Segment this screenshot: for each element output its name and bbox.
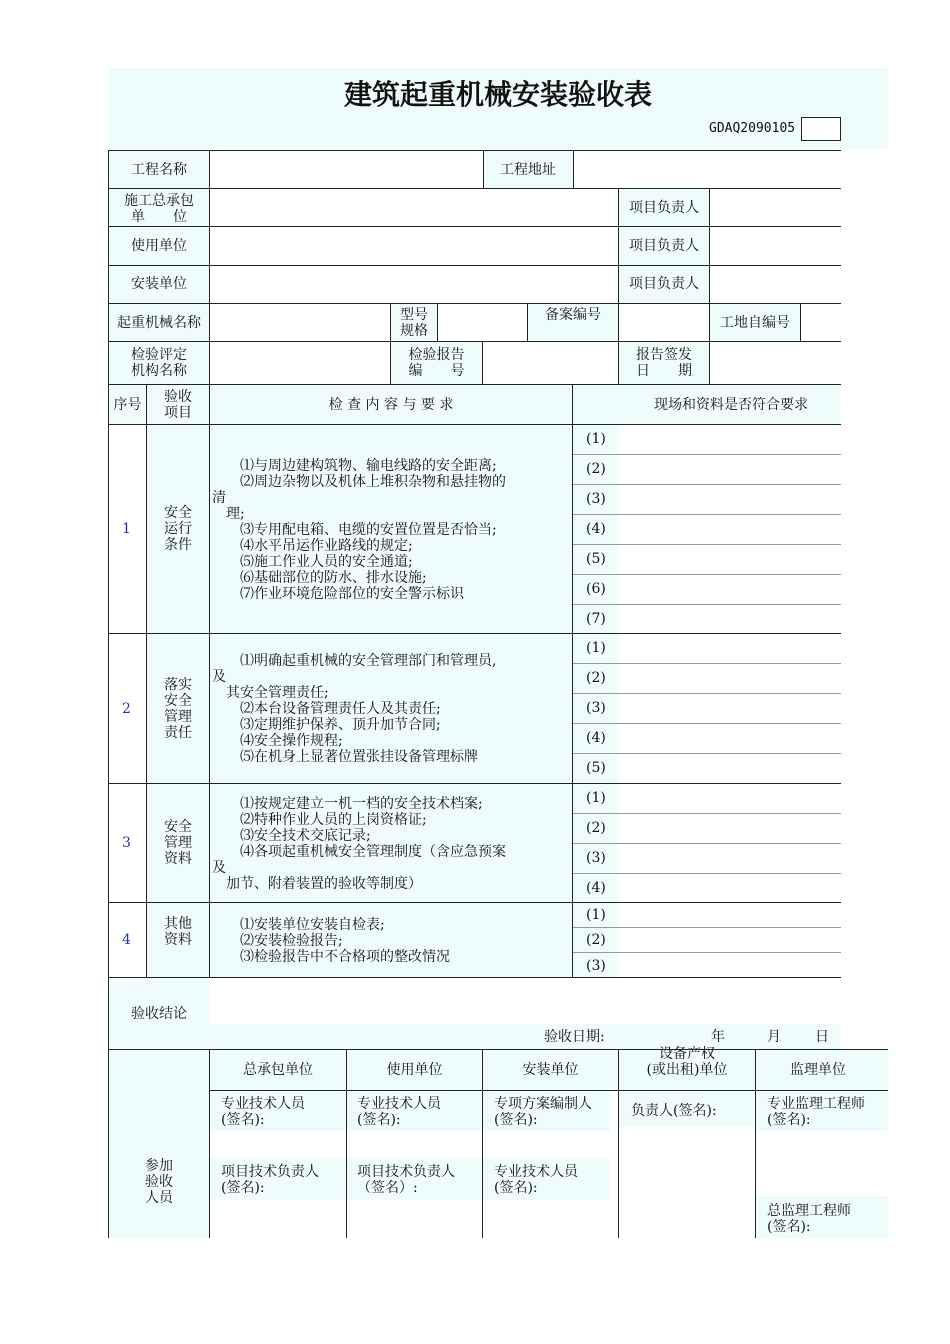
check-label: (1): [586, 907, 606, 923]
check-label: (3): [586, 700, 606, 716]
check-label: (1): [586, 790, 606, 806]
grid-line: [209, 384, 210, 978]
inspection-org-field[interactable]: [210, 342, 390, 384]
inst-plan-sign[interactable]: 专项方案编制人 (签名):: [494, 1096, 592, 1128]
site-no-field[interactable]: [801, 304, 840, 341]
unit-header: 总承包单位: [243, 1062, 313, 1078]
check-label: (3): [586, 850, 606, 866]
check-label: (5): [586, 551, 606, 567]
section-content: ⑴安装单位安装自检表; ⑵安装检验报告; ⑶检验报告中不合格项的整改情况: [239, 917, 450, 965]
using-unit-field[interactable]: [210, 227, 618, 265]
date-year: 年: [711, 1029, 725, 1045]
check-divider: [573, 514, 841, 515]
inspection-org-label: 检验评定 机构名称: [131, 347, 187, 379]
gc-tech-sign[interactable]: 专业技术人员 (签名):: [221, 1096, 305, 1128]
grid-line: [108, 633, 841, 634]
check-divider: [573, 927, 841, 928]
participants-label: 参加 验收 人员: [145, 1158, 173, 1206]
content-header: 检 查 内 容 与 要 求: [328, 397, 454, 413]
check-label: (2): [586, 670, 606, 686]
model-field[interactable]: [438, 304, 527, 341]
report-date-field[interactable]: [710, 342, 840, 384]
model-label: 型号 规格: [400, 307, 428, 339]
check-divider: [573, 873, 841, 874]
grid-line: [108, 902, 841, 903]
check-divider: [573, 952, 841, 953]
section-content: ⑴明确起重机械的安全管理部门和管理员, 及 其安全管理责任; ⑵本台设备管理责任人及其责任; ⑶定期维护保养、顶升加节合同; ⑷安全操作规程; ⑸在机身上显著位置张挂设备管理标牌: [212, 653, 497, 765]
section-name: 其他 资料: [164, 916, 192, 948]
check-divider: [573, 753, 841, 754]
date-month: 月: [767, 1029, 781, 1045]
section-number: 1: [122, 521, 131, 537]
check-label: (4): [586, 730, 606, 746]
general-contractor-label: 施工总承包 单 位: [124, 193, 194, 225]
project-name-label: 工程名称: [131, 162, 187, 178]
inst-leader-field[interactable]: [710, 266, 840, 303]
general-contractor-field[interactable]: [210, 189, 618, 226]
sup-engineer-sign[interactable]: 专业监理工程师 (签名):: [767, 1096, 865, 1128]
inst-tech-sign[interactable]: 专业技术人员 (签名):: [494, 1164, 578, 1196]
grid-line: [755, 1049, 756, 1238]
compliance-header: 现场和资料是否符合要求: [654, 397, 808, 413]
inst-leader-label: 项目负责人: [629, 276, 699, 292]
item-header: 验收 项目: [164, 389, 192, 421]
section-name: 落实 安全 管理 责任: [164, 677, 192, 741]
use-leader-field[interactable]: [710, 227, 840, 265]
check-divider: [573, 604, 841, 605]
use-tech-sign[interactable]: 专业技术人员 (签名):: [357, 1096, 441, 1128]
unit-header: 使用单位: [386, 1062, 443, 1078]
check-divider: [573, 723, 841, 724]
conclusion-field[interactable]: [210, 978, 840, 1023]
sup-chief-sign[interactable]: 总监理工程师 (签名):: [767, 1203, 851, 1235]
grid-line: [108, 424, 841, 425]
grid-line: [108, 384, 841, 385]
section-number: 3: [122, 835, 131, 851]
grid-line: [108, 783, 841, 784]
crane-name-label: 起重机械名称: [117, 315, 201, 331]
unit-header: 设备产权 (或出租)单位: [646, 1046, 728, 1078]
grid-line: [572, 384, 573, 978]
acceptance-date-label: 验收日期:: [544, 1029, 605, 1045]
check-divider: [573, 544, 841, 545]
check-label: (7): [586, 611, 606, 627]
unit-header: 监理单位: [790, 1062, 846, 1078]
using-unit-label: 使用单位: [131, 238, 187, 254]
check-divider: [573, 454, 841, 455]
unit-header: 安装单位: [522, 1062, 579, 1078]
project-address-label: 工程地址: [500, 162, 556, 178]
conclusion-label: 验收结论: [131, 1006, 187, 1022]
gc-leader-label: 项目负责人: [629, 200, 699, 216]
check-label: (5): [586, 760, 606, 776]
check-divider: [573, 843, 841, 844]
check-label: (3): [586, 958, 606, 974]
form-code: GDAQ2090105: [709, 121, 796, 136]
check-label: (2): [586, 461, 606, 477]
check-label: (2): [586, 932, 606, 948]
participants-label-bg: [109, 1050, 209, 1238]
install-unit-label: 安装单位: [131, 276, 187, 292]
site-no-label: 工地自编号: [720, 315, 790, 331]
gc-leader-sign[interactable]: 项目技术负责人 (签名):: [221, 1164, 319, 1196]
section-number: 2: [122, 701, 131, 717]
section-name: 安全 运行 条件: [164, 505, 192, 553]
record-no-label: 备案编号: [545, 307, 601, 323]
section-content: ⑴按规定建立一机一档的安全技术档案; ⑵特种作业人员的上岗资格证; ⑶安全技术交底记录; ⑷各项起重机械安全管理制度（含应急预案 及 加节、附着装置的验收等制度）: [212, 796, 506, 892]
check-divider: [573, 663, 841, 664]
check-divider: [573, 484, 841, 485]
check-label: (3): [586, 491, 606, 507]
grid-line: [209, 1090, 888, 1091]
section-number: 4: [122, 932, 131, 948]
project-address-field[interactable]: [574, 151, 840, 188]
form-title: 建筑起重机械安装验收表: [343, 78, 652, 111]
report-no-label: 检验报告 编 号: [408, 347, 465, 379]
record-no-field[interactable]: [619, 304, 709, 341]
check-label: (6): [586, 581, 606, 597]
use-leader-sign[interactable]: 项目技术负责人 （签名）:: [357, 1164, 455, 1196]
report-no-field[interactable]: [483, 342, 618, 384]
check-label: (1): [586, 640, 606, 656]
grid-line: [108, 1049, 888, 1050]
check-label: (2): [586, 820, 606, 836]
check-divider: [573, 574, 841, 575]
date-day: 日: [815, 1029, 829, 1045]
gc-leader-field[interactable]: [710, 189, 840, 226]
section-content: ⑴与周边建构筑物、输电线路的安全距离; ⑵周边杂物以及机体上堆积杂物和悬挂物的 清 理; ⑶专用配电箱、电缆的安置位置是否恰当; ⑷水平吊运作业路线的规定; ⑸施工作业人员的安全通道; ⑹基础部位的防水、排水设施; ⑺作业环境危险部位的安全警示标识: [212, 458, 506, 602]
crane-name-field[interactable]: [210, 304, 390, 341]
seq-header: 序号: [113, 397, 142, 413]
grid-line: [108, 150, 109, 1238]
project-name-field[interactable]: [210, 151, 482, 188]
form-code-box[interactable]: [801, 117, 841, 141]
check-label: (1): [586, 431, 606, 447]
check-divider: [573, 813, 841, 814]
check-label: (4): [586, 880, 606, 896]
check-label: (4): [586, 521, 606, 537]
use-leader-label: 项目负责人: [629, 238, 699, 254]
report-date-label: 报告签发 日 期: [636, 347, 692, 379]
section-name: 安全 管理 资料: [164, 819, 192, 867]
owner-leader-sign[interactable]: 负责人(签名):: [631, 1103, 717, 1119]
check-divider: [573, 693, 841, 694]
install-unit-field[interactable]: [210, 266, 618, 303]
